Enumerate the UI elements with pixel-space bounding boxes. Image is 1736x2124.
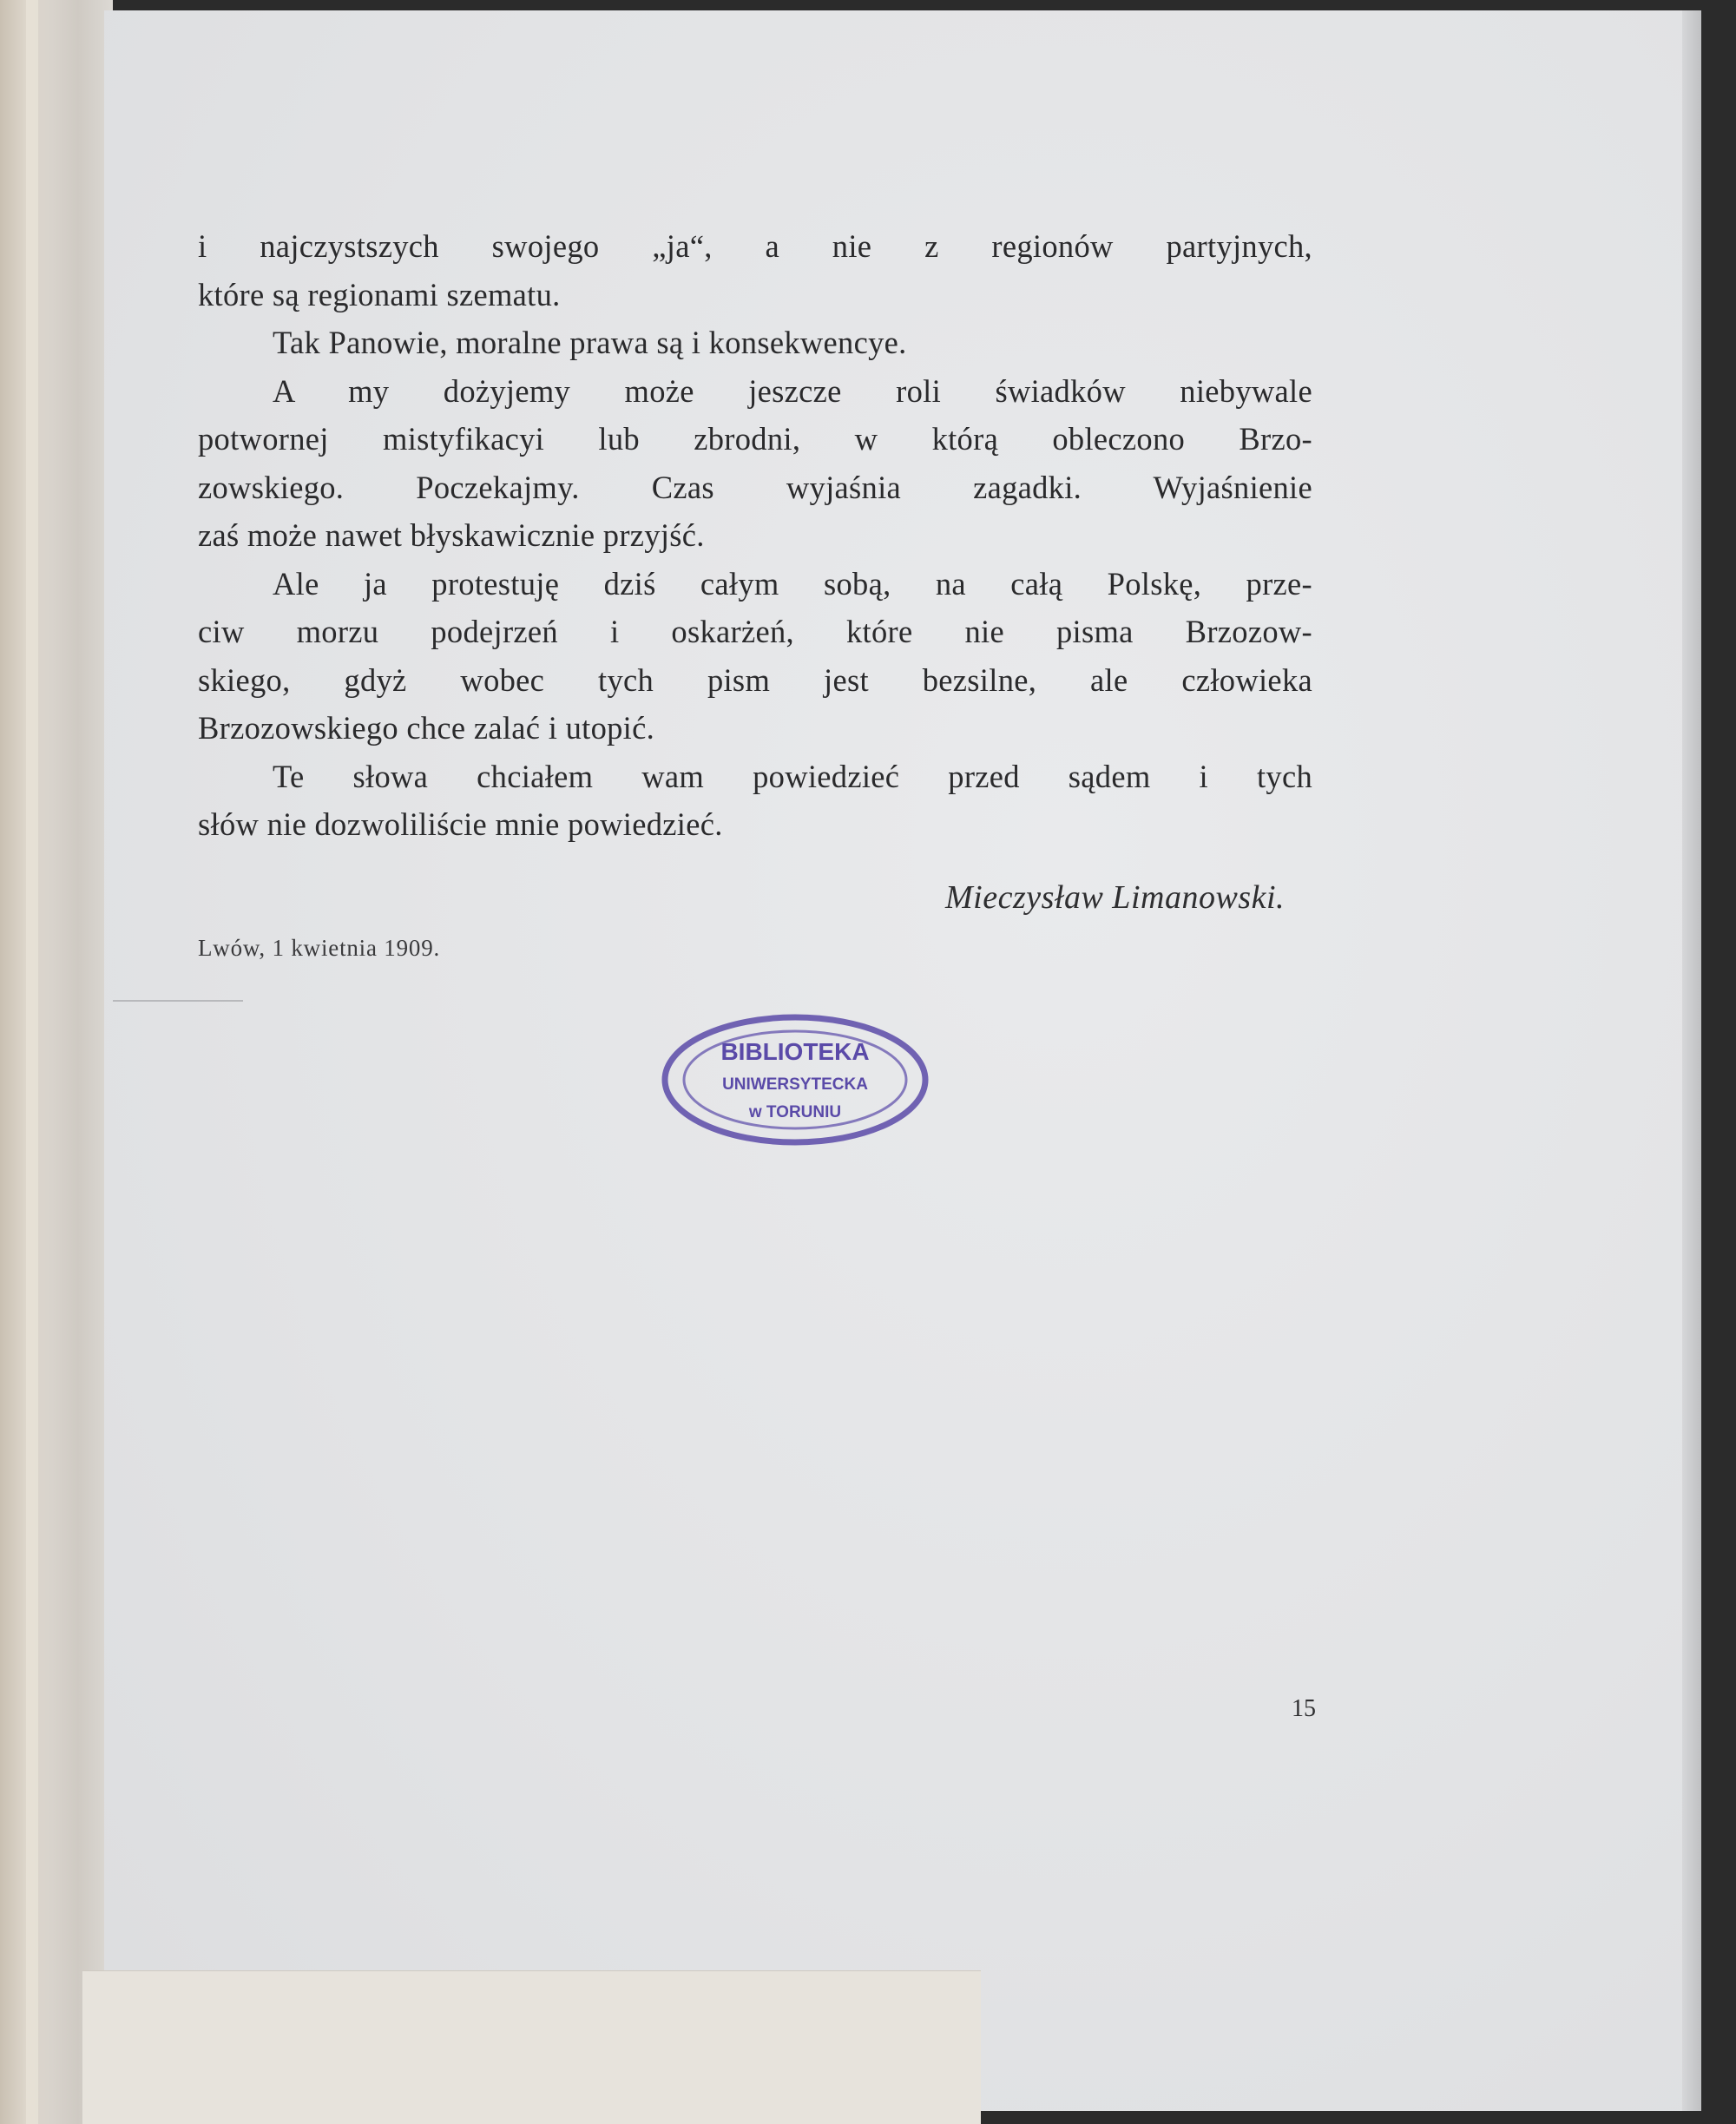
body-text (198, 222, 1312, 849)
text-line: słów nie dozwoliliście mnie powiedzieć. (198, 806, 723, 842)
text-line: Te słowa chciałem wam powiedzieć przed sądem i tych (273, 758, 1312, 794)
stamp-line-2: UNIWERSYTECKA (722, 1075, 868, 1094)
text-line: zaś może nawet błyskawicznie przyjść. (198, 517, 705, 553)
text-line: Brzozowskiego chce zalać i utopić. (198, 710, 655, 746)
binding-strip (26, 0, 38, 2124)
text-line: które są regionami szematu. (198, 276, 561, 312)
text-line: skiego, gdyż wobec tych pism jest bezsilne, ale człowieka (198, 661, 1312, 698)
author-signature: Mieczysław Limanowski. (945, 879, 1285, 916)
text-line: i najczystszych swojego „ja“, a nie z regionów partyjnych, (198, 228, 1312, 264)
margin-mark (113, 1000, 243, 1002)
text-line: zowskiego. Poczekajmy. Czas wyjaśnia zagadki. Wyjaśnienie (198, 469, 1312, 505)
text-line: Tak Panowie, moralne prawa są i konsekwencye. (273, 325, 907, 360)
book-binding-edge (0, 0, 113, 2124)
page-number: 15 (1292, 1695, 1316, 1722)
stamp-line-1: BIBLIOTEKA (720, 1038, 870, 1065)
bottom-paper-flap (82, 1970, 981, 2124)
library-stamp (660, 1009, 930, 1150)
text-line: Ale ja protestuję dziś całym sobą, na całą Polskę, prze- (273, 565, 1312, 602)
text-line: potwornej mistyfikacyi lub zbrodni, w którą obleczono Brzo- (198, 421, 1312, 457)
place-and-date: Lwów, 1 kwietnia 1909. (198, 935, 441, 961)
stamp-line-3: w TORUNIU (748, 1103, 842, 1121)
text-line: A my dożyjemy może jeszcze roli świadków niebywale (273, 372, 1312, 409)
page-right-edge (1682, 10, 1701, 2111)
text-line: ciw morzu podejrzeń i oskarżeń, które nie pisma Brzozow- (198, 614, 1312, 649)
